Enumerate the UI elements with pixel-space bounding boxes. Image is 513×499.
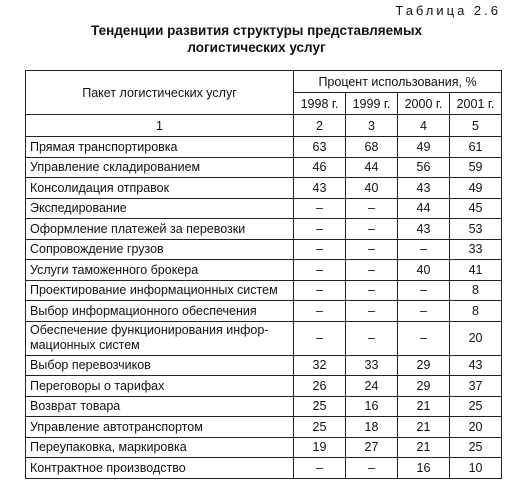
percent-value-cell: 25 <box>450 396 502 417</box>
percent-value-cell: 25 <box>294 396 346 417</box>
percent-value-cell: 33 <box>346 355 398 376</box>
percent-value-cell: – <box>294 321 346 355</box>
percent-value-cell: 29 <box>398 376 450 397</box>
table-row <box>26 321 502 355</box>
percent-value-cell: 53 <box>450 219 502 240</box>
percent-value-cell: 32 <box>294 355 346 376</box>
table-row <box>26 198 502 219</box>
service-name-cell: Переупаковка, маркировка <box>26 437 294 458</box>
table-row <box>26 137 502 158</box>
header-year-2000: 2000 г. <box>398 93 450 115</box>
service-name-cell: Прямая транспортировка <box>26 137 294 158</box>
percent-value-cell: 25 <box>294 417 346 438</box>
table-row <box>26 280 502 301</box>
percent-value-cell: 29 <box>398 355 450 376</box>
table-row <box>26 239 502 260</box>
table-title-line-2: логистических услуг <box>187 40 326 55</box>
service-name-cell: Управление автотранспортом <box>26 417 294 438</box>
percent-value-cell: – <box>346 239 398 260</box>
header-year-1998: 1998 г. <box>294 93 346 115</box>
header-service-package: Пакет логистических услуг <box>26 71 294 115</box>
table-row <box>26 219 502 240</box>
percent-value-cell: 10 <box>450 458 502 479</box>
table-row <box>26 396 502 417</box>
table-title <box>0 22 513 56</box>
percent-value-cell: – <box>346 321 398 355</box>
service-name-cell: Выбор перевозчиков <box>26 355 294 376</box>
percent-value-cell: – <box>346 219 398 240</box>
table-row <box>26 178 502 199</box>
table-row <box>26 458 502 479</box>
percent-value-cell: – <box>346 280 398 301</box>
percent-value-cell: 41 <box>450 260 502 281</box>
percent-value-cell: 21 <box>398 396 450 417</box>
header-year-1999: 1999 г. <box>346 93 398 115</box>
percent-value-cell: – <box>294 301 346 322</box>
percent-value-cell: 59 <box>450 157 502 178</box>
percent-value-cell: 40 <box>398 260 450 281</box>
percent-value-cell: 21 <box>398 417 450 438</box>
percent-value-cell: 24 <box>346 376 398 397</box>
percent-value-cell: – <box>398 280 450 301</box>
percent-value-cell: 37 <box>450 376 502 397</box>
logistics-services-table <box>25 70 502 479</box>
percent-value-cell: – <box>346 458 398 479</box>
percent-value-cell: – <box>294 239 346 260</box>
table-row <box>26 301 502 322</box>
percent-value-cell: – <box>398 239 450 260</box>
percent-value-cell: 46 <box>294 157 346 178</box>
table-row <box>26 376 502 397</box>
percent-value-cell: 8 <box>450 301 502 322</box>
service-name-cell: Управление складированием <box>26 157 294 178</box>
percent-value-cell: 16 <box>346 396 398 417</box>
percent-value-cell: 20 <box>450 417 502 438</box>
header-year-2001: 2001 г. <box>450 93 502 115</box>
percent-value-cell: 49 <box>450 178 502 199</box>
percent-value-cell: 19 <box>294 437 346 458</box>
percent-value-cell: – <box>294 219 346 240</box>
table-row <box>26 355 502 376</box>
percent-value-cell: 44 <box>346 157 398 178</box>
percent-value-cell: – <box>294 198 346 219</box>
percent-value-cell: 16 <box>398 458 450 479</box>
percent-value-cell: 43 <box>398 219 450 240</box>
percent-value-cell: 21 <box>398 437 450 458</box>
percent-value-cell: – <box>398 301 450 322</box>
service-name-cell: Переговоры о тарифах <box>26 376 294 397</box>
percent-value-cell: 33 <box>450 239 502 260</box>
percent-value-cell: – <box>346 198 398 219</box>
service-name-cell: Консолидация отправок <box>26 178 294 199</box>
table-title-line-1: Тенденции развития структуры представляемых <box>91 23 422 38</box>
table-row <box>26 437 502 458</box>
percent-value-cell: – <box>294 260 346 281</box>
percent-value-cell: 26 <box>294 376 346 397</box>
percent-value-cell: – <box>398 321 450 355</box>
percent-value-cell: 8 <box>450 280 502 301</box>
percent-value-cell: 43 <box>294 178 346 199</box>
percent-value-cell: 43 <box>398 178 450 199</box>
percent-value-cell: 63 <box>294 137 346 158</box>
service-name-cell: Оформление платежей за перевозки <box>26 219 294 240</box>
table-body <box>26 137 502 479</box>
header-usage-percent: Процент использования, % <box>294 71 502 93</box>
service-name-cell: Обеспечение функционирования инфор- мационных систем <box>26 321 294 355</box>
percent-value-cell: 18 <box>346 417 398 438</box>
table-row <box>26 417 502 438</box>
percent-value-cell: 61 <box>450 137 502 158</box>
percent-value-cell: 43 <box>450 355 502 376</box>
percent-value-cell: 27 <box>346 437 398 458</box>
table-number-label: Таблица 2.6 <box>395 3 501 18</box>
column-number: 1 <box>26 115 294 137</box>
service-name-cell: Выбор информационного обеспечения <box>26 301 294 322</box>
percent-value-cell: 20 <box>450 321 502 355</box>
percent-value-cell: 40 <box>346 178 398 199</box>
percent-value-cell: 49 <box>398 137 450 158</box>
percent-value-cell: 56 <box>398 157 450 178</box>
service-name-cell: Контрактное производство <box>26 458 294 479</box>
table-row <box>26 157 502 178</box>
percent-value-cell: 25 <box>450 437 502 458</box>
service-name-cell: Возврат товара <box>26 396 294 417</box>
table-row <box>26 260 502 281</box>
percent-value-cell: – <box>294 458 346 479</box>
service-name-cell: Экспедирование <box>26 198 294 219</box>
percent-value-cell: 44 <box>398 198 450 219</box>
service-name-cell: Проектирование информационных систем <box>26 280 294 301</box>
percent-value-cell: 68 <box>346 137 398 158</box>
percent-value-cell: – <box>346 301 398 322</box>
column-number: 5 <box>450 115 502 137</box>
service-name-cell: Услуги таможенного брокера <box>26 260 294 281</box>
column-number: 2 <box>294 115 346 137</box>
percent-value-cell: 45 <box>450 198 502 219</box>
column-number: 4 <box>398 115 450 137</box>
column-number: 3 <box>346 115 398 137</box>
service-name-cell: Сопровождение грузов <box>26 239 294 260</box>
percent-value-cell: – <box>294 280 346 301</box>
percent-value-cell: – <box>346 260 398 281</box>
